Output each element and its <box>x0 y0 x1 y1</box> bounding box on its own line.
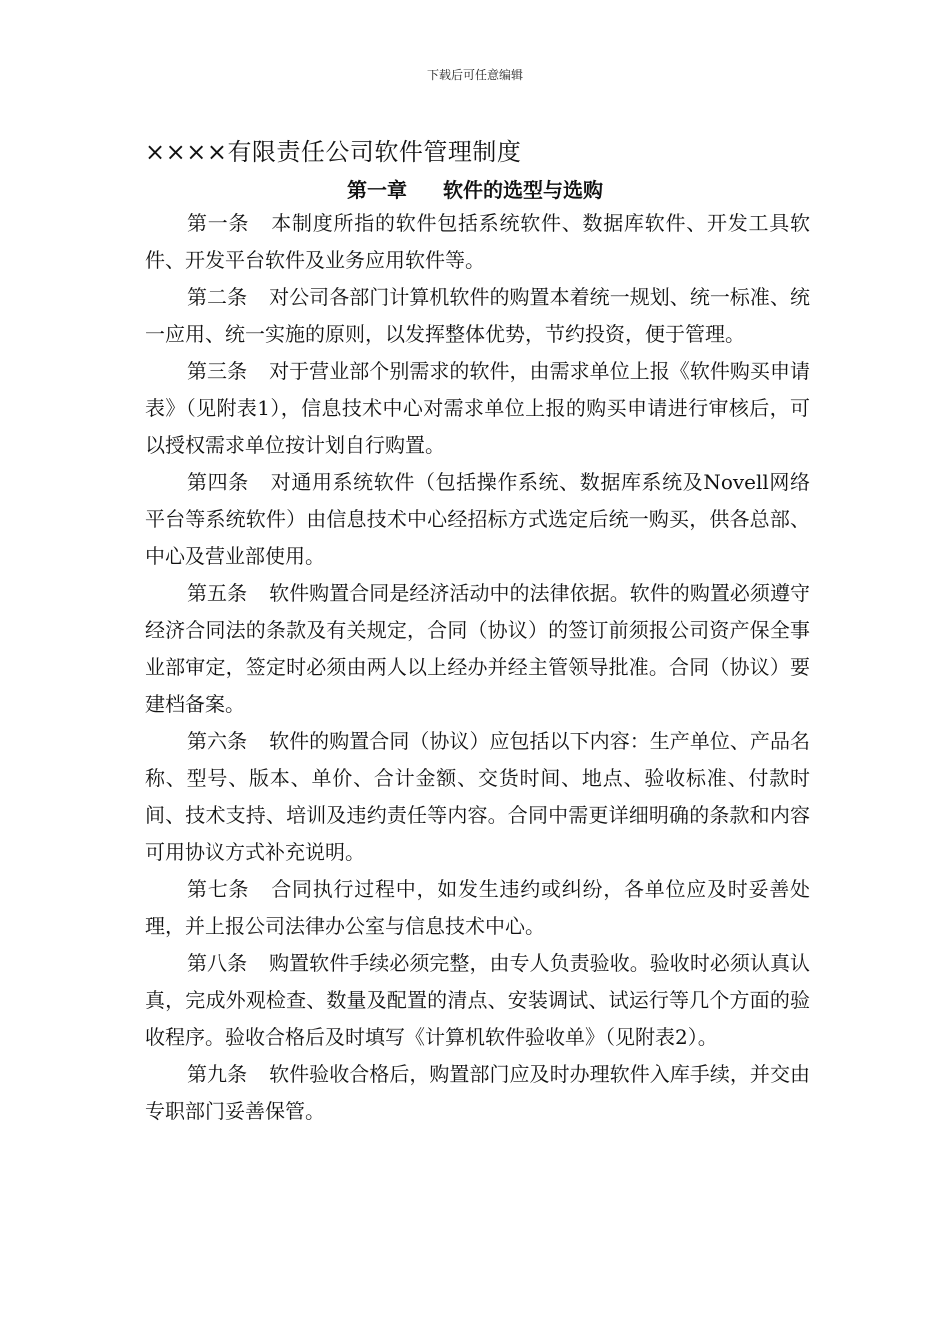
chapter-name: 软件的选型与选购 <box>442 178 603 202</box>
article-5 <box>145 575 810 723</box>
article-text: 本制度所指的软件包括系统软件、数据库软件、开发工具软件、开发平台软件及业务应用软件等。 <box>145 211 810 272</box>
article-4 <box>145 464 810 575</box>
article-number: 第一条 <box>187 211 250 235</box>
article-number: 第二条 <box>187 285 248 309</box>
article-9 <box>145 1056 810 1130</box>
article-number: 第三条 <box>187 359 248 383</box>
article-number: 第七条 <box>187 877 250 901</box>
articles-list <box>145 205 810 1130</box>
chapter-heading <box>0 174 950 203</box>
article-text: 软件的购置合同（协议）应包括以下内容：生产单位、产品名称、型号、版本、单价、合计金额、交货时间、地点、验收标准、付款时间、技术支持、培训及违约责任等内容。合同中需更详细明确的条款和内容可用协议方式补充说明。 <box>145 729 811 864</box>
article-text: 对公司各部门计算机软件的购置本着统一规划、统一标准、统一应用、统一实施的原则，以发挥整体优势，节约投资，便于管理。 <box>145 285 811 346</box>
article-3 <box>145 353 810 464</box>
article-number: 第九条 <box>187 1062 248 1086</box>
article-6 <box>145 723 810 871</box>
chapter-label: 第一章 <box>347 178 408 202</box>
article-8 <box>145 945 810 1056</box>
article-number: 第四条 <box>187 470 249 494</box>
article-text: 软件购置合同是经济活动中的法律依据。软件的购置必须遵守经济合同法的条款及有关规定，合同（协议）的签订前须报公司资产保全事业部审定，签定时必须由两人以上经办并经主管领导批准。合同（协议）要建档备案。 <box>145 581 811 716</box>
article-1 <box>145 205 810 279</box>
article-number: 第八条 <box>187 951 248 975</box>
article-7 <box>145 871 810 945</box>
article-2 <box>145 279 810 353</box>
article-text: 软件验收合格后，购置部门应及时办理软件入库手续，并交由专职部门妥善保管。 <box>145 1062 811 1123</box>
article-text: 合同执行过程中，如发生违约或纠纷，各单位应及时妥善处理，并上报公司法律办公室与信息技术中心。 <box>145 877 810 938</box>
article-text: 购置软件手续必须完整，由专人负责验收。验收时必须认真认真，完成外观检查、数量及配置的清点、安装调试、试运行等几个方面的验收程序。验收合格后及时填写《计算机软件验收单》（见附表2）。 <box>145 951 811 1049</box>
article-text: 对通用系统软件（包括操作系统、数据库系统及Novell网络平台等系统软件）由信息技术中心经招标方式选定后统一购买，供各总部、中心及营业部使用。 <box>145 470 811 568</box>
document-title: ××××有限责任公司软件管理制度 <box>145 138 522 166</box>
header-note: 下载后可任意编辑 <box>426 68 523 82</box>
article-text: 对于营业部个别需求的软件，由需求单位上报《软件购买申请表》（见附表1），信息技术中心对需求单位上报的购买申请进行审核后，可以授权需求单位按计划自行购置。 <box>145 359 811 457</box>
article-number: 第五条 <box>187 581 248 605</box>
article-number: 第六条 <box>187 729 248 753</box>
